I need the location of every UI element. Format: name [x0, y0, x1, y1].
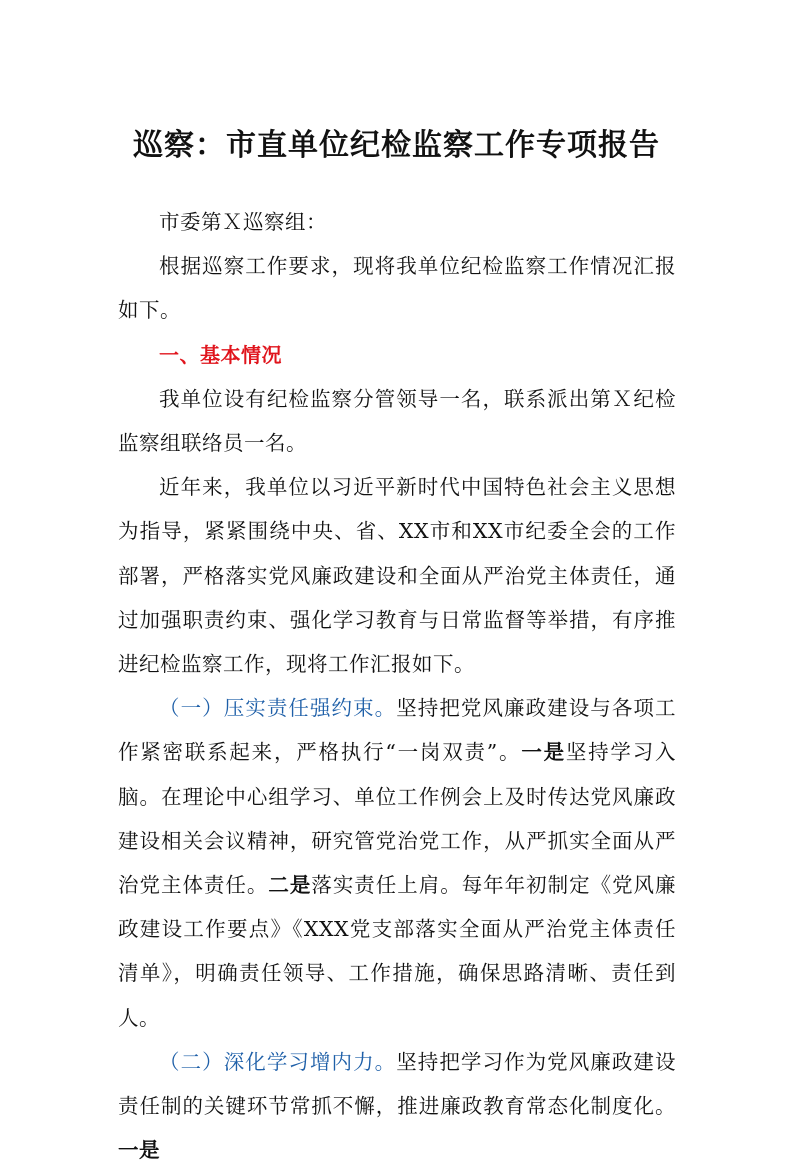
document-body [118, 200, 676, 1172]
document-title: 巡察：市直单位纪检监察工作专项报告 [133, 128, 660, 163]
point-one-text: 坚持学习入脑。在理论中心组学习、单位工作例会上及时传达党风廉政建设相关会议精神，研究管党治党工作，从严抓实全面从严治党主体责任。 [118, 740, 676, 898]
item-study-paragraph [118, 1040, 676, 1172]
intro-paragraph: 根据巡察工作要求，现将我单位纪检监察工作情况汇报如下。 [118, 254, 676, 323]
overview-paragraph: 近年来，我单位以习近平新时代中国特色社会主义思想为指导，紧紧围绕中央、省、XX市和XX市纪委全会的工作部署，严格落实党风廉政建设和全面从严治党主体责任，通过加强职责约束、强化学习教育与日常监督等举措，有序推进纪检监察工作，现将工作汇报如下。 [118, 475, 676, 677]
item-study-lead: （二）深化学习增内力。 [159, 1049, 397, 1074]
item-responsibility-paragraph [118, 686, 676, 1040]
section-heading-text: 一、基本情况 [159, 342, 282, 367]
point-two-label: 二是 [268, 873, 312, 898]
study-point-one-label: 一是 [118, 1138, 160, 1163]
point-one-label: 一是 [521, 740, 566, 765]
staffing-paragraph: 我单位设有纪检监察分管领导一名，联系派出第Ｘ纪检监察组联络员一名。 [118, 386, 676, 456]
item-responsibility-text: 坚持把党风廉政建设与各项工作紧密联系起来，严格执行“一岗双责”。 [118, 696, 677, 765]
item-study-text: 坚持把学习作为党风廉政建设责任制的关键环节常抓不懈，推进廉政教育常态化制度化。 [118, 1049, 677, 1119]
point-two-text: 落实责任上肩。每年年初制定《党风廉政建设工作要点》《XXX党支部落实全面从严治党主体责任清单》，明确责任领导、工作措施，确保思路清晰、责任到人。 [118, 873, 677, 1030]
salutation: 市委第Ｘ巡察组： [159, 210, 327, 234]
item-responsibility-lead: （一）压实责任强约束。 [159, 696, 397, 721]
section-heading-basic [118, 333, 676, 377]
